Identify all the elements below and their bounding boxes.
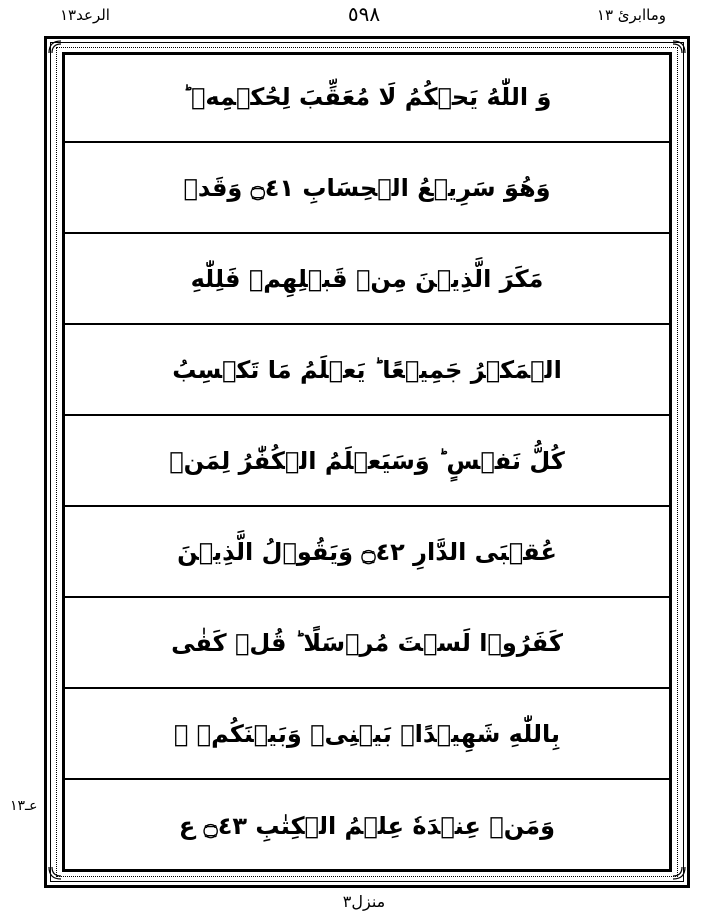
text-line: وَمَنۡ عِنۡدَهٗ عِلۡمُ الۡكِتٰبِ ۝٤٣ ع bbox=[178, 811, 556, 840]
corner-ornament-icon bbox=[48, 866, 62, 880]
corner-ornament-icon bbox=[672, 40, 686, 54]
corner-ornament-icon bbox=[672, 866, 686, 880]
para-title: وماابرئ ١٣ bbox=[596, 6, 666, 24]
quran-text-block bbox=[62, 52, 672, 872]
ruku-marker: عـ١٣ bbox=[10, 798, 38, 814]
manzil-label: منزل٣ bbox=[342, 892, 386, 911]
corner-ornament-icon bbox=[48, 40, 62, 54]
text-line: وَ اللّٰهُ يَحۡكُمُ لَا مُعَقِّبَ لِحُكۡمِهٖ ؕ bbox=[62, 52, 672, 143]
text-line: الۡمَكۡرُ جَمِيۡعًا ؕ يَعۡلَمُ مَا تَكۡسِبُ bbox=[62, 325, 672, 416]
text-line: وَهُوَ سَرِيۡعُ الۡحِسَابِ ۝٤١ وَقَدۡ bbox=[62, 143, 672, 234]
text-line: كَفَرُوۡا لَسۡتَ مُرۡسَلًا ؕ قُلۡ كَفٰى bbox=[62, 598, 672, 689]
text-line: بِاللّٰهِ شَهِيۡدًاۢ بَيۡنِىۡ وَبَيۡنَكُمۡ ۙ bbox=[62, 689, 672, 780]
page-number: ٥٩٨ bbox=[347, 2, 381, 26]
surah-title: الرعد١٣ bbox=[60, 6, 110, 24]
text-line: مَكَرَ الَّذِيۡنَ مِنۡ قَبۡلِهِمۡ فَلِلّٰهِ bbox=[62, 234, 672, 325]
text-line: كُلُّ نَفۡسٍ ؕ وَسَيَعۡلَمُ الۡكُفّٰرُ لِمَنۡ bbox=[62, 416, 672, 507]
text-line: عُقۡبَى الدَّارِ ۝٤٢ وَيَقُوۡلُ الَّذِيۡنَ bbox=[62, 507, 672, 598]
